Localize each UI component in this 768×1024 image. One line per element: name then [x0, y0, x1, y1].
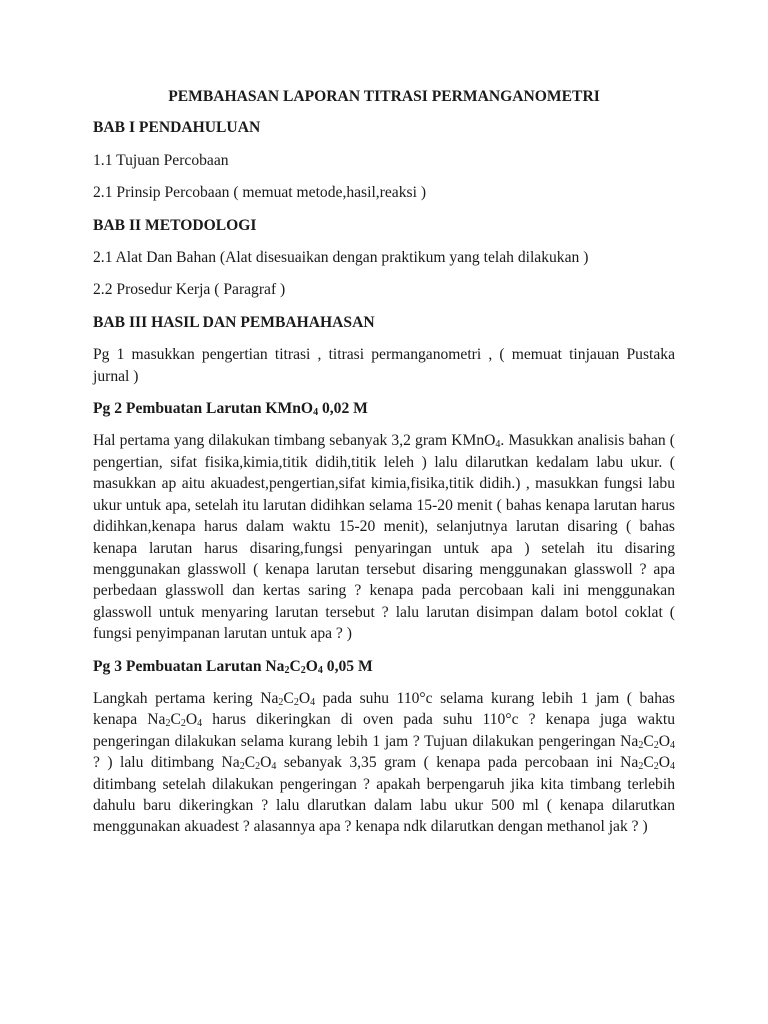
formula-sub-2: 2 — [638, 761, 644, 773]
pg2-heading — [93, 398, 675, 419]
pg3-heading — [93, 656, 675, 677]
pg3-heading-c: C — [289, 657, 301, 675]
pg3-heading-text: Pg 3 Pembuatan Larutan Na — [93, 657, 285, 675]
pg3-heading-sub-c: 2 — [300, 664, 306, 676]
formula-sodium-oxalate — [620, 733, 675, 750]
formula-sodium-oxalate — [620, 754, 675, 771]
formula-na: Na — [221, 754, 240, 772]
pg3-text: sebanyak 3,35 gram ( kenapa pada percobaan ini — [276, 754, 621, 772]
bab1-heading: BAB I PENDAHULUAN — [93, 119, 261, 137]
pg2-text-start: Hal pertama yang dilakukan timbang sebanyak 3,2 gram KMnO — [93, 432, 496, 450]
formula-c: C — [170, 711, 181, 729]
pg3-text: ditimbang setelah dilakukan pengeringan ? apakah berpengaruh jika kita timbang terlebih dahulu baru dikeringkan ? lalu dlarutkan dalam labu ukur 500 ml ( kenapa dilarutkan menggunakan akuadest ? alasannya apa ? kenapa ndk dilarutkan dengan methanol jak ? ) — [93, 775, 675, 836]
formula-c: C — [643, 732, 654, 750]
formula-sodium-oxalate — [260, 690, 315, 707]
pg3-text: pada suhu 110°c selama kurang lebih 1 jam ( bahas kenapa — [93, 689, 675, 729]
bab3-heading: BAB III HASIL DAN PEMBAHAHASAN — [93, 313, 375, 331]
formula-sub-2: 2 — [293, 696, 299, 708]
pg1-paragraph: Pg 1 masukkan pengertian titrasi , titrasi permanganometri , ( memuat tinjauan Pustaka jurnal ) — [93, 346, 675, 385]
pg2-subscript: 4 — [495, 439, 501, 451]
formula-o: O — [298, 689, 311, 707]
formula-na: Na — [147, 711, 166, 729]
pg2-heading-text-end: 0,02 M — [318, 400, 368, 418]
formula-sodium-oxalate — [222, 754, 277, 771]
formula-sub-2: 2 — [180, 718, 186, 730]
bab2-item-prosedur: 2.2 Prosedur Kerja ( Paragraf ) — [93, 281, 286, 299]
pg2-text-rest: . Masukkan analisis bahan ( pengertian, sifat fisika,kimia,titik didih,titik leleh ) lalu dilarutkan kedalam labu ukur. ( masukkan ap aitu akuadest,pengertian,sifat kimia,fisika,titik didih.) , masukkan fungsi labu ukur untuk apa, setelah itu larutan didihkan selama 15-20 menit ( bahas kenapa larutan harus didihkan,kenapa harus dalam waktu 15-20 menit), selanjutnya larutan disaring ( bahas kenapa larutan harus disaring,fungsi penyaringan untuk apa ) setelah itu disaring menggunakan glasswoll ( kenapa larutan tersebut disaring menggunakan glasswoll ? apa perbedaan glasswoll dan kertas saring ? kenapa pada percobaan kali ini menggunakan glasswoll untuk menyaring larutan tersebut ? lalu larutan disimpan dalam botol coklat ( fungsi penyimpanan larutan untuk apa ? ) — [93, 432, 675, 643]
formula-c: C — [244, 754, 256, 772]
formula-sub-4: 4 — [197, 718, 203, 730]
bab1-item-tujuan: 1.1 Tujuan Percobaan — [93, 151, 229, 169]
formula-o: O — [185, 711, 198, 729]
pg3-paragraph — [93, 688, 675, 838]
formula-sub-2: 2 — [165, 718, 171, 730]
pg3-heading-sub-na: 2 — [284, 664, 290, 676]
formula-sub-4: 4 — [670, 761, 675, 773]
bab1-item-prinsip: 2.1 Prinsip Percobaan ( memuat metode,hasil,reaksi ) — [93, 184, 427, 202]
formula-sub-4: 4 — [271, 761, 277, 773]
formula-sub-2: 2 — [653, 761, 659, 773]
pg3-text: harus dikeringkan di oven pada suhu 110°c ? kenapa juga waktu pengeringan dilakukan selama kurang lebih 1 jam ? Tujuan dilakukan pengeringan — [93, 711, 675, 750]
pg3-text: Langkah pertama kering — [93, 689, 261, 707]
formula-na: Na — [260, 689, 279, 707]
formula-na: Na — [620, 732, 639, 750]
pg2-heading-subscript: 4 — [313, 407, 319, 419]
document-title: PEMBAHASAN LAPORAN TITRASI PERMANGANOMETRI — [168, 88, 600, 105]
pg2-paragraph — [93, 430, 675, 644]
formula-o: O — [658, 754, 670, 772]
formula-sub-4: 4 — [670, 739, 675, 751]
formula-sodium-oxalate — [147, 711, 202, 728]
formula-c: C — [643, 754, 654, 772]
formula-sub-2: 2 — [638, 739, 644, 751]
formula-o: O — [658, 732, 670, 750]
formula-sub-2: 2 — [239, 761, 245, 773]
formula-na: Na — [620, 754, 639, 772]
formula-sub-2: 2 — [653, 739, 659, 751]
formula-c: C — [283, 689, 294, 707]
pg3-heading-o: O — [305, 657, 318, 675]
formula-o: O — [260, 754, 272, 772]
formula-sub-4: 4 — [310, 696, 316, 708]
pg3-heading-sub-o: 4 — [317, 664, 323, 676]
bab2-item-alat-bahan: 2.1 Alat Dan Bahan (Alat disesuaikan dengan praktikum yang telah dilakukan ) — [93, 249, 589, 267]
document-page — [93, 86, 675, 849]
formula-sub-2: 2 — [255, 761, 261, 773]
pg3-text: ? ) lalu ditimbang — [93, 754, 222, 772]
pg3-heading-text-end: 0,05 M — [322, 657, 373, 675]
formula-sub-2: 2 — [278, 696, 284, 708]
bab2-heading: BAB II METODOLOGI — [93, 216, 257, 234]
pg2-heading-text: Pg 2 Pembuatan Larutan KMnO — [93, 400, 314, 418]
